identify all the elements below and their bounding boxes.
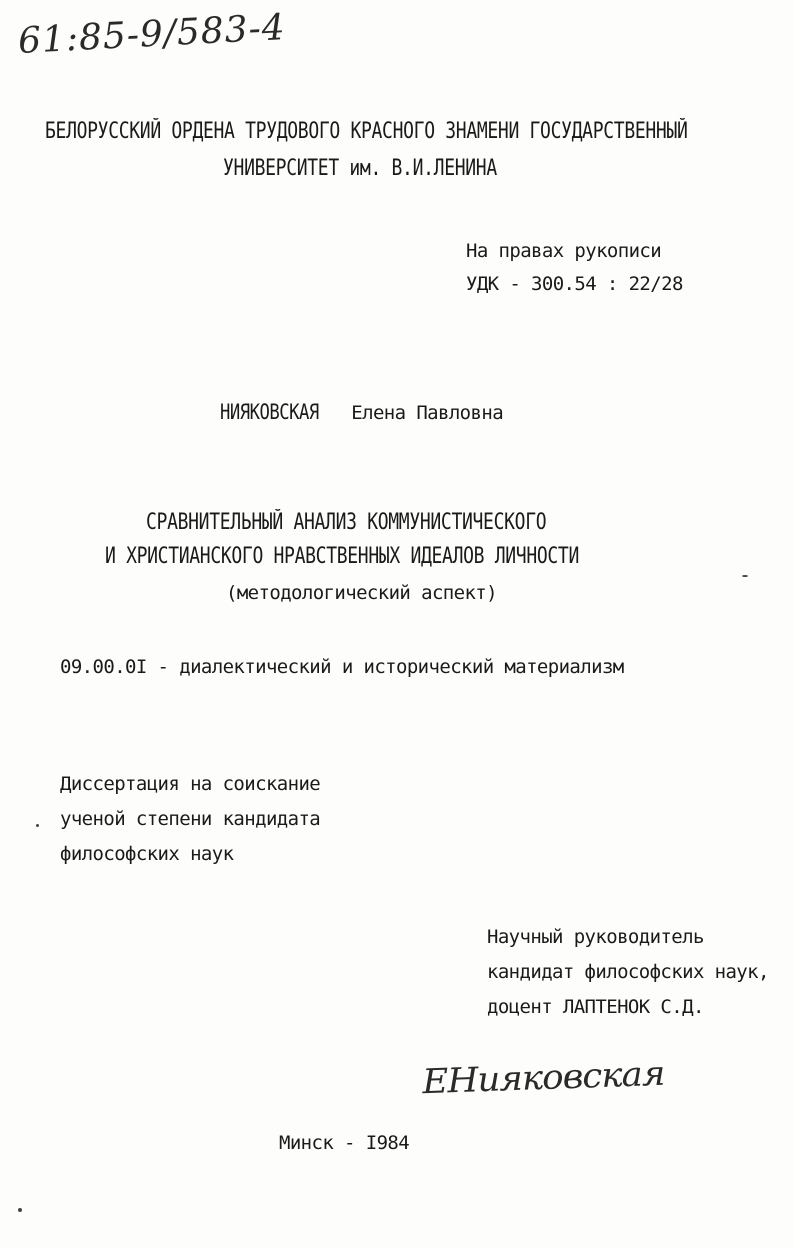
title-subtitle: (методологический аспект) xyxy=(226,582,497,604)
dissertation-line-2: ученой степени кандидата xyxy=(60,808,321,830)
author-name xyxy=(220,401,503,424)
author-surname: НИЯКОВСКАЯ xyxy=(220,400,319,424)
udc-code: УДК - 300.54 : 22/28 xyxy=(466,273,683,295)
university-line-1: БЕЛОРУССКИЙ ОРДЕНА ТРУДОВОГО КРАСНОГО ЗНАМЕНИ ГОСУДАРСТВЕННЫЙ xyxy=(45,119,688,144)
dissertation-line-3: философских наук xyxy=(60,843,234,865)
university-line-2: УНИВЕРСИТЕТ им. В.И.ЛЕНИНА xyxy=(223,156,497,181)
title-line-1: СРАВНИТЕЛЬНЫЙ АНАЛИЗ КОММУНИСТИЧЕСКОГО xyxy=(146,510,547,535)
dissertation-line-1: Диссертация на соискание xyxy=(60,773,321,795)
title-line-2: И ХРИСТИАНСКОГО НРАВСТВЕННЫХ ИДЕАЛОВ ЛИЧНОСТИ xyxy=(105,544,579,569)
scan-speck xyxy=(36,824,39,827)
specialty-code: 09.00.0I - диалектический и исторический материализм xyxy=(60,656,624,678)
scan-speck xyxy=(742,575,748,577)
archive-handwritten-mark: 61:85-9/583-4 xyxy=(17,7,287,62)
footer-year: I984 xyxy=(365,1132,410,1154)
footer-city: Минск xyxy=(279,1132,334,1154)
author-given-name: Елена Павловна xyxy=(351,402,504,424)
author-signature: ЕНияковская xyxy=(421,1053,665,1103)
supervisor-line-3: доцент ЛАПТЕНОК С.Д. xyxy=(487,996,704,1018)
footer-separator: - xyxy=(344,1132,355,1154)
supervisor-line-1: Научный руководитель xyxy=(487,926,704,948)
footer-place-date xyxy=(279,1132,409,1154)
scan-speck xyxy=(18,1208,22,1212)
supervisor-line-2: кандидат философских наук, xyxy=(487,961,769,983)
rights-label: На правах рукописи xyxy=(466,240,662,262)
